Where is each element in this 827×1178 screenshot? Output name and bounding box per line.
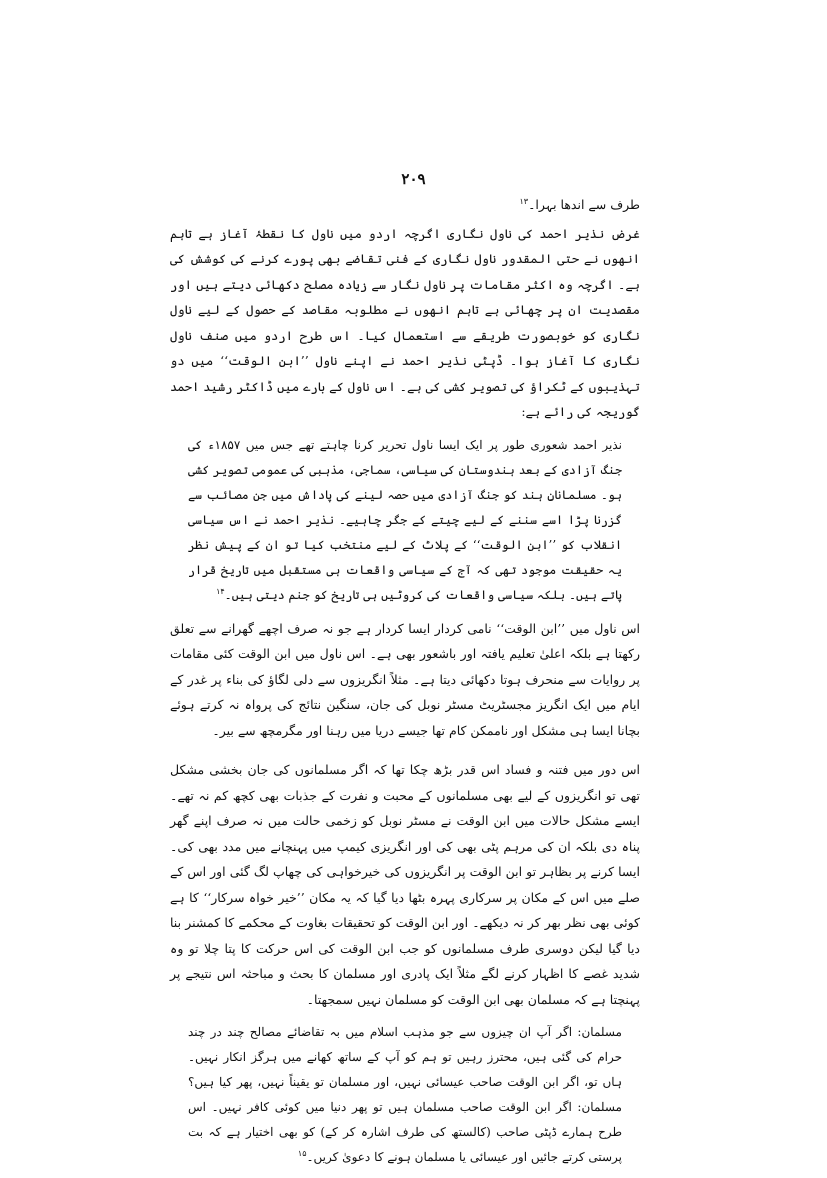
intro-line <box>170 192 640 218</box>
footnote-ref-13: ۱۳ <box>519 196 529 206</box>
block-quote-1 <box>188 433 622 608</box>
block-quote-2 <box>188 1020 622 1170</box>
footnote-ref-14: ۱۴ <box>216 586 225 596</box>
page-text <box>170 190 640 1178</box>
paragraph-1: غرض نذیر احمد کی ناول نگاری اگرچہ اردو میں ناول کا نقطۂ آغاز ہے تاہم انھوں نے حتی المقدور ناول نگاری کے فنی تقاضے بھی پورے کرنے کی کوشش کی ہے۔ اگرچہ وہ اکثر مقامات پر ناول نگار سے زیادہ مصلح دکھائی دیتے ہیں اور مقصدیت ان پر چھائی ہے تاہم انھوں نے مطلوبہ مقاصد کے حصول کے لیے ناول نگاری کو خوبصورت طریقے سے استعمال کیا۔ اس طرح اردو میں صنف ناول نگاری کا آغاز ہوا۔ ڈپٹی نذیر احمد نے اپنے ناول ’’ابن الوقت‘‘ میں دو تہذیبوں کے ٹکراؤ کی تصویر کشی کی ہے۔ اس ناول کے بارے میں ڈاکٹر رشید احمد گوریجہ کی رائے ہے: <box>170 225 640 419</box>
paragraph-3: اس دور میں فتنہ و فساد اس قدر بڑھ چکا تھا کہ اگر مسلمانوں کی جان بخشی مشکل تھی تو انگریزوں کے لیے بھی مسلمانوں کے محبت و نفرت کے جذبات بھی کچھ کم نہ تھے۔ ایسے مشکل حالات میں ابن الوقت نے مسٹر نوبل کو زخمی حالت میں نہ صرف اپنے گھر پناہ دی بلکہ ان کی مرہم پٹی بھی کی اور انگریزی کیمپ میں پہنچانے میں مدد بھی کی۔ ایسا کرنے پر بظاہر تو ابن الوقت پر انگریزوں کی خیرخواہی کی چھاپ لگ گئی اور اس کے صلے میں اس کے مکان پر سرکاری پہرہ بٹھا دیا گیا کہ یہ مکان ’’خیر خواہ سرکار‘‘ کا ہے کوئی بھی نظر بھر کر نہ دیکھے۔ اور ابن الوقت کو تحقیقات بغاوت کے محکمے کا کمشنر بنا دیا گیا لیکن دوسری طرف مسلمانوں کو جب ابن الوقت کی اس حرکت کا پتا چلا تو وہ شدید غصے کا اظہار کرنے لگے مثلاً ایک پادری اور مسلمان کا بحث و مباحثہ اس نتیجے پر پہنچتا ہے کہ مسلمان بھی ابن الوقت کو مسلمان نہیں سمجھتا۔ <box>170 762 640 1007</box>
paragraph-2: اس ناول میں ’’ابن الوقت‘‘ نامی کردار ایسا کردار ہے جو نہ صرف اچھے گھرانے سے تعلق رکھتا ہے بلکہ اعلیٰ تعلیم یافتہ اور باشعور بھی ہے۔ اس ناول میں ابن الوقت کئی مقامات پر روایات سے منحرف ہوتا دکھائی دیتا ہے۔ مثلاً انگریزوں سے دلی لگاؤ کی بناء پر غدر کے ایام میں ایک انگریز مجسٹریٹ مسٹر نوبل کی جان، سنگین نتائج کی پرواہ نہ کرتے ہوئے بچانا ایسا ہی مشکل اور ناممکن کام تھا جیسے دریا میں رہنا اور مگرمچھ سے بیر۔ <box>170 620 640 738</box>
footnote-ref-15: ۱۵ <box>297 1149 307 1158</box>
block-quote-2-text: مسلمان: اگر آپ ان چیزوں سے جو مذہب اسلام میں بہ تقاضائے مصالح چند در چند حرام کی گئی ہیں، محترز رہیں تو ہم کو آپ کے ساتھ کھانے میں ہرگز انکار نہیں۔ ہاں تو، اگر ابن الوقت صاحب عیسائی نہیں، اور مسلمان تو یقیناً نہیں، پھر کیا ہیں؟ مسلمان: اگر ابن الوقت صاحب مسلمان ہیں تو پھر دنیا میں کوئی کافر نہیں۔ اس طرح ہمارے ڈپٹی صاحب (کالستھ کی طرف اشارہ کر کے) کو بھی اختیار ہے کہ بت پرستی کرتے جائیں اور عیسائی یا مسلمان ہونے کا دعویٰ کریں۔ <box>188 1025 622 1164</box>
block-quote-1-text: نذیر احمد شعوری طور پر ایک ایسا ناول تحریر کرنا چاہتے تھے جس میں ۱۸۵۷ء کی جنگ آزادی کے بعد ہندوستان کی سیاسی، سماجی، مذہبی کی عمومی تصویر کشی ہو۔ مسلمانانِ ہند کو جنگ آزادی میں حصہ لینے کی پاداش میں جن مصائب سے گزرنا پڑا اسے سننے کے لیے چیتے کے جگر چاہیے۔ نذیر احمد نے اس سیاسی انقلاب کو ’’ابن الوقت‘‘ کے پلاٹ کے لیے منتخب کیا تو ان کے پیش نظر یہ حقیقت موجود تھی کہ آج کے سیاسی واقعات ہی مستقبل میں تاریخ قرار پاتے ہیں۔ بلکہ سیاسی واقعات کی کروٹیں ہی تاریخ کو جنم دیتی ہیں۔ <box>188 437 622 602</box>
page-number: ۲۰۹ <box>401 170 426 188</box>
intro-line-text: طرف سے اندھا بہرا۔ <box>528 197 640 212</box>
